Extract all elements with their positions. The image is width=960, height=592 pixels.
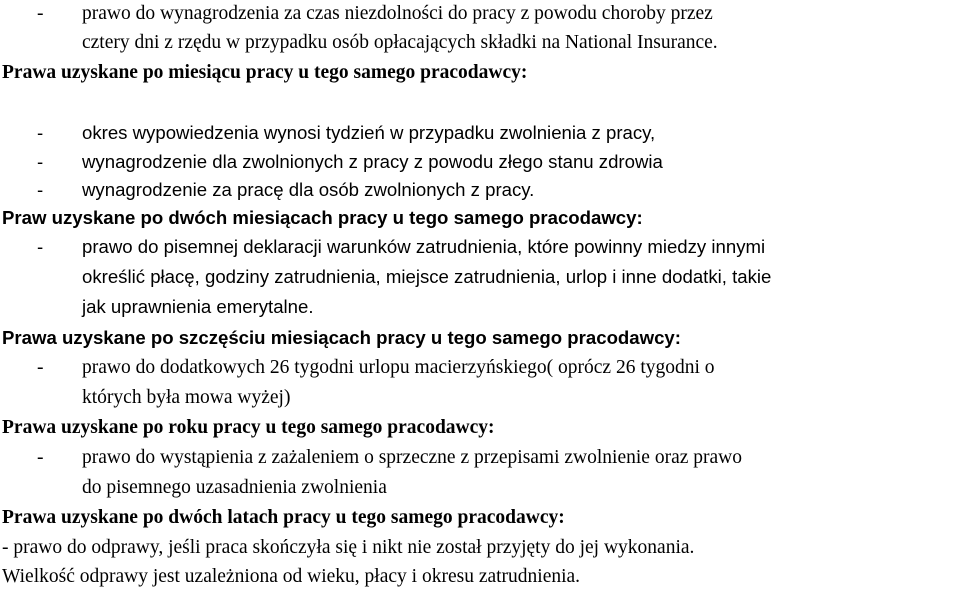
list-item-text: okres wypowiedzenia wynosi tydzień w przypadku zwolnienia z pracy,	[82, 122, 656, 143]
list-dash: -	[37, 179, 44, 200]
list-item-text: prawo do dodatkowych 26 tygodni urlopu macierzyńskiego( oprócz 26 tygodni o	[82, 357, 715, 378]
paragraph-line: Wielkość odprawy jest uzależniona od wieku, płacy i okresu zatrudnienia.	[2, 566, 581, 587]
section-heading: Prawa uzyskane po roku pracy u tego samego pracodawcy:	[2, 417, 495, 438]
list-item-text: wynagrodzenie dla zwolnionych z pracy z powodu złego stanu zdrowia	[82, 151, 663, 172]
list-item-text: jak uprawnienia emerytalne.	[82, 296, 314, 317]
list-item-text: prawo do wystąpienia z zażaleniem o sprzeczne z przepisami zwolnienie oraz prawo	[82, 447, 742, 468]
list-dash: -	[37, 3, 44, 24]
list-item-text: wynagrodzenie za pracę dla osób zwolnionych z pracy.	[82, 179, 535, 200]
list-dash: -	[37, 447, 44, 468]
list-item-text: do pisemnego uzasadnienia zwolnienia	[82, 477, 387, 498]
list-item-text: prawo do wynagrodzenia za czas niezdolności do pracy z powodu choroby przez	[82, 3, 713, 24]
section-heading: Prawa uzyskane po szczęściu miesiącach pracy u tego samego pracodawcy:	[2, 327, 681, 348]
list-dash: -	[37, 236, 44, 257]
section-heading: Prawa uzyskane po dwóch latach pracy u tego samego pracodawcy:	[2, 507, 565, 528]
section-heading: Prawa uzyskane po miesiącu pracy u tego samego pracodawcy:	[2, 62, 528, 83]
list-dash: -	[37, 357, 44, 378]
list-item-text: cztery dni z rzędu w przypadku osób opłacających składki na National Insurance.	[82, 32, 718, 53]
list-dash: -	[37, 122, 44, 143]
paragraph-line: - prawo do odprawy, jeśli praca skończyła się i nikt nie został przyjęty do jej wykonania.	[2, 537, 695, 558]
list-item-text: prawo do pisemnej deklaracji warunków zatrudnienia, które powinny miedzy innymi	[82, 236, 766, 257]
list-dash: -	[37, 151, 44, 172]
list-item-text: określić płacę, godziny zatrudnienia, miejsce zatrudnienia, urlop i inne dodatki, takie	[82, 266, 772, 287]
section-heading: Praw uzyskane po dwóch miesiącach pracy u tego samego pracodawcy:	[2, 207, 643, 228]
list-item-text: których była mowa wyżej)	[82, 387, 291, 408]
